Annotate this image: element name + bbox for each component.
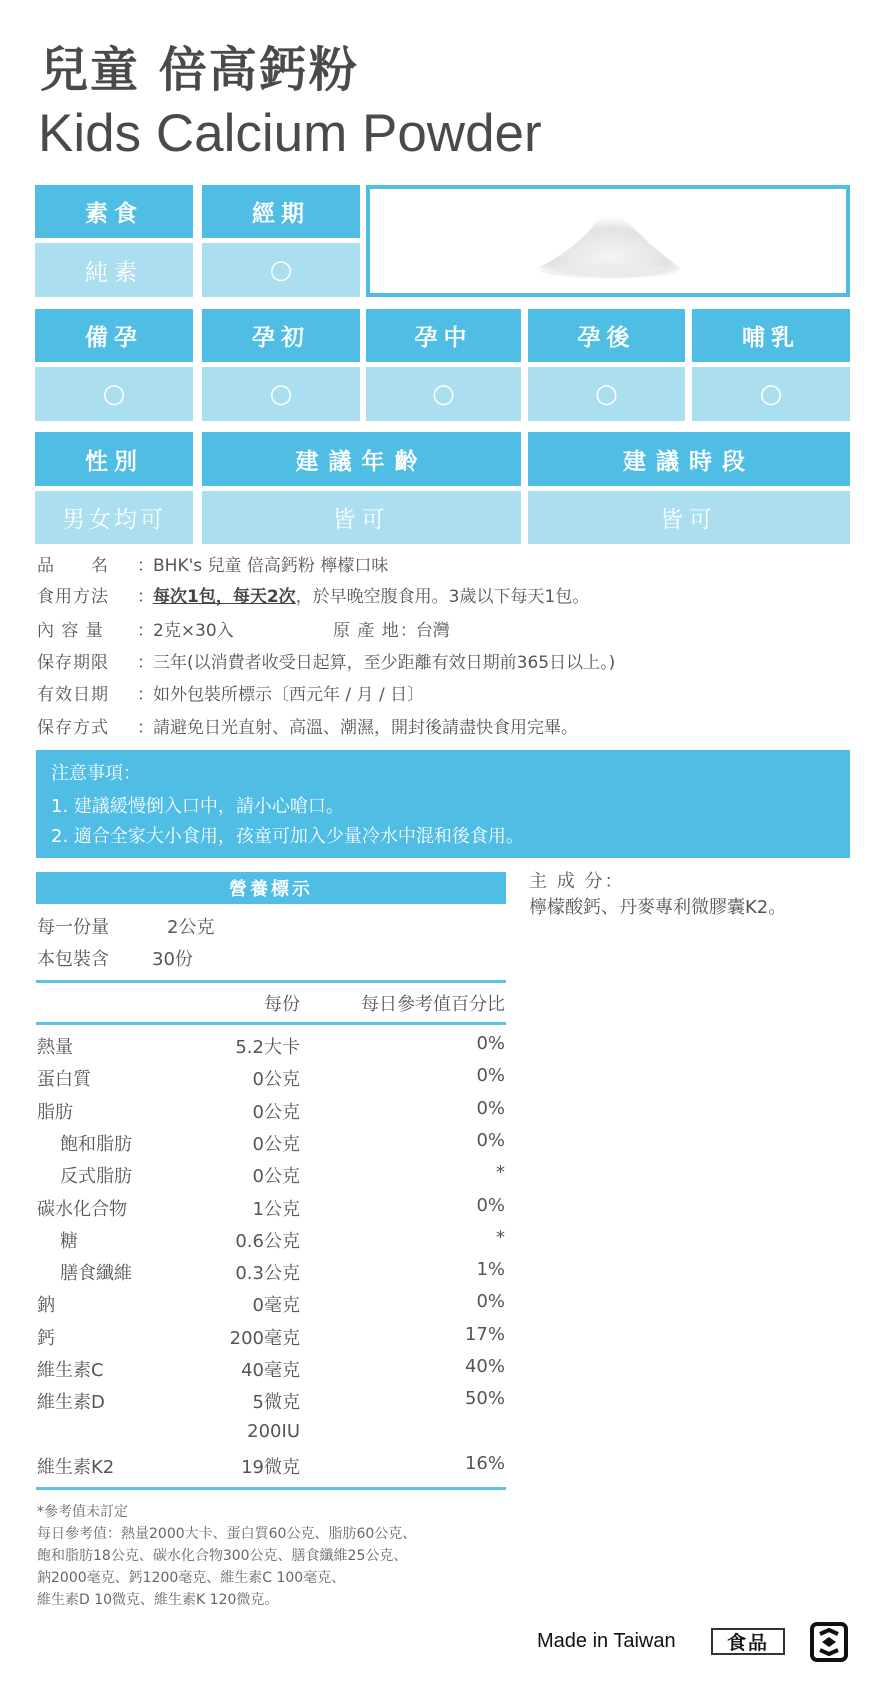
amount-per-serving: 0.6公克 <box>235 1230 300 1252</box>
nutrition-row <box>0 1195 888 1219</box>
amount-per-serving: 200IU <box>247 1420 300 1442</box>
value-circle: ○ <box>366 367 521 421</box>
usage-emphasis: 每次1包，每天2次 <box>153 587 296 607</box>
divider <box>36 1487 506 1490</box>
daily-value-percent: 0% <box>476 1129 505 1151</box>
food-mark: 食品 <box>711 1628 785 1655</box>
colon: ： <box>137 653 154 673</box>
nutrition-row <box>0 1421 888 1445</box>
value: 三年(以消費者收受日起算，至少距離有效日期前365日以上。) <box>153 653 616 673</box>
footnote-line: 鈉2000毫克、鈣1200毫克、維生素C 100毫克、 <box>37 1570 346 1586</box>
serving-size-label: 每一份量 <box>37 917 109 938</box>
info-storage <box>37 716 578 740</box>
daily-value-percent: 0% <box>476 1291 505 1313</box>
amount-per-serving: 1公克 <box>252 1198 300 1220</box>
product-image-frame <box>366 185 850 297</box>
amount-per-serving: 0毫克 <box>252 1295 300 1317</box>
amount-per-serving: 19微克 <box>241 1456 300 1478</box>
header-mid-pregnancy: 孕中 <box>366 309 521 362</box>
divider <box>36 1022 506 1025</box>
origin-label: 原 產 地 <box>333 621 400 641</box>
info-product-name <box>37 554 388 578</box>
ingredients-value: 檸檬酸鈣、丹麥專利微膠囊K2。 <box>529 897 787 918</box>
divider <box>36 980 506 983</box>
nutrition-row <box>0 1388 888 1412</box>
label: 保存方式 <box>37 718 109 738</box>
value-menstrual-circle: ○ <box>202 243 360 297</box>
label: 有效日期 <box>37 685 109 705</box>
daily-value-percent: * <box>496 1162 505 1184</box>
header-pre-pregnancy: 備孕 <box>35 309 193 362</box>
header-suggested-age: 建議年齡 <box>202 432 521 486</box>
label: 食用方法 <box>37 587 109 607</box>
nutrition-row <box>0 1453 888 1477</box>
nutrient-name: 鈣 <box>37 1327 55 1349</box>
column-daily-value: 每日參考值百分比 <box>361 994 505 1015</box>
amount-per-serving: 0公克 <box>252 1101 300 1123</box>
recycle-icon <box>810 1622 848 1662</box>
nutrition-title: 營養標示 <box>36 872 506 904</box>
daily-value-percent: 1% <box>476 1259 505 1281</box>
amount-per-serving: 0.3公克 <box>235 1263 300 1285</box>
nutrient-name: 碳水化合物 <box>37 1198 127 1220</box>
footnote-line: 飽和脂肪18公克、碳水化合物300公克、膳食纖維25公克、 <box>37 1548 408 1564</box>
footnote-line: *參考值未訂定 <box>37 1504 128 1520</box>
nutrition-row <box>0 1065 888 1089</box>
made-in-taiwan: Made in Taiwan <box>537 1630 676 1652</box>
daily-value-percent: * <box>496 1226 505 1248</box>
value: 請避免日光直射、高溫、潮濕，開封後請盡快食用完畢。 <box>153 718 578 738</box>
header-vegetarian: 素食 <box>35 185 193 238</box>
product-title-chinese: 兒童 倍高鈣粉 <box>40 42 359 98</box>
colon: ： <box>399 621 417 641</box>
nutrition-row <box>0 1227 888 1251</box>
header-suggested-time: 建議時段 <box>528 432 850 486</box>
value-circle: ○ <box>692 367 850 421</box>
nutrient-name: 蛋白質 <box>37 1069 91 1091</box>
amount-per-serving: 0公克 <box>252 1069 300 1091</box>
label: 內 容 量 <box>37 621 104 641</box>
notice-item: 2. 適合全家大小食用，孩童可加入少量冷水中混和後食用。 <box>51 826 524 847</box>
value-age: 皆可 <box>202 491 521 544</box>
origin-value: 台灣 <box>415 621 450 641</box>
amount-per-serving: 40毫克 <box>241 1360 300 1381</box>
nutrition-row <box>0 1356 888 1380</box>
colon: ： <box>137 556 154 576</box>
nutrient-name: 維生素C <box>37 1360 104 1381</box>
value: 2克×30入 <box>153 621 234 641</box>
powder-pile-image <box>533 207 683 279</box>
servings-value: 30份 <box>152 949 193 970</box>
daily-value-percent: 0% <box>476 1033 505 1054</box>
nutrient-name: 糖 <box>60 1230 78 1252</box>
nutrition-row <box>0 1291 888 1315</box>
header-early-pregnancy: 孕初 <box>202 309 360 362</box>
value: 如外包裝所標示〔西元年 / 月 / 日〕 <box>153 685 425 705</box>
info-content <box>37 619 450 643</box>
amount-per-serving: 5.2大卡 <box>235 1037 300 1058</box>
value: ，於早晚空腹食用。3歲以下每天1包。 <box>295 587 590 607</box>
daily-value-percent: 16% <box>464 1452 505 1474</box>
column-per-serving: 每份 <box>264 994 300 1015</box>
value-circle: ○ <box>35 367 193 421</box>
nutrition-row <box>0 1259 888 1283</box>
notice-item: 1. 建議緩慢倒入口中，請小心嗆口。 <box>51 796 344 817</box>
value: BHK's 兒童 倍高鈣粉 檸檬口味 <box>153 556 389 576</box>
value-vegan: 純素 <box>35 243 193 297</box>
daily-value-percent: 0% <box>476 1097 505 1119</box>
nutrient-name: 鈉 <box>37 1295 55 1317</box>
info-shelf-life <box>37 651 615 675</box>
daily-value-percent: 40% <box>464 1356 505 1377</box>
nutrition-row <box>0 1098 888 1122</box>
label: 品 名 <box>37 556 109 576</box>
header-gender: 性別 <box>35 432 193 486</box>
nutrient-name: 飽和脂肪 <box>60 1133 132 1155</box>
nutrient-name: 維生素D <box>37 1392 105 1414</box>
value-circle: ○ <box>528 367 685 421</box>
header-post-pregnancy: 孕後 <box>528 309 685 362</box>
daily-value-percent: 0% <box>476 1065 505 1087</box>
info-expiry <box>37 683 424 707</box>
value-gender: 男女均可 <box>35 491 193 544</box>
notice-title: 注意事項： <box>51 763 141 784</box>
nutrition-row <box>0 1033 888 1057</box>
nutrition-row <box>0 1130 888 1154</box>
ingredients-label: 主 成 分： <box>529 871 625 892</box>
colon: ： <box>137 718 154 738</box>
header-menstrual: 經期 <box>202 185 360 238</box>
footnote-line: 每日參考值：熱量2000大卡、蛋白質60公克、脂肪60公克、 <box>37 1526 417 1542</box>
amount-per-serving: 0公克 <box>252 1166 300 1188</box>
colon: ： <box>137 685 154 705</box>
info-usage <box>37 585 589 609</box>
amount-per-serving: 0公克 <box>252 1133 300 1155</box>
nutrient-name: 維生素K2 <box>37 1456 115 1478</box>
nutrition-row <box>0 1324 888 1348</box>
nutrient-name: 反式脂肪 <box>60 1166 132 1188</box>
amount-per-serving: 5微克 <box>252 1392 300 1414</box>
label: 保存期限 <box>37 653 109 673</box>
servings-label: 本包裝含 <box>37 949 109 970</box>
nutrition-row <box>0 1162 888 1186</box>
serving-size-value: 2公克 <box>167 917 215 938</box>
nutrient-name: 膳食纖維 <box>60 1263 132 1285</box>
value-circle: ○ <box>202 367 360 421</box>
colon: ： <box>137 587 154 607</box>
nutrient-name: 熱量 <box>37 1037 73 1058</box>
colon: ： <box>137 621 154 641</box>
footnote-line: 維生素D 10微克、維生素K 120微克。 <box>37 1592 279 1608</box>
header-breastfeeding: 哺乳 <box>692 309 850 362</box>
daily-value-percent: 50% <box>464 1388 505 1410</box>
notice-box <box>36 750 850 858</box>
amount-per-serving: 200毫克 <box>229 1327 300 1349</box>
value-time: 皆可 <box>528 491 850 544</box>
daily-value-percent: 0% <box>476 1194 505 1216</box>
daily-value-percent: 17% <box>464 1323 505 1345</box>
nutrient-name: 脂肪 <box>37 1101 73 1123</box>
product-title-english: Kids Calcium Powder <box>38 104 542 163</box>
